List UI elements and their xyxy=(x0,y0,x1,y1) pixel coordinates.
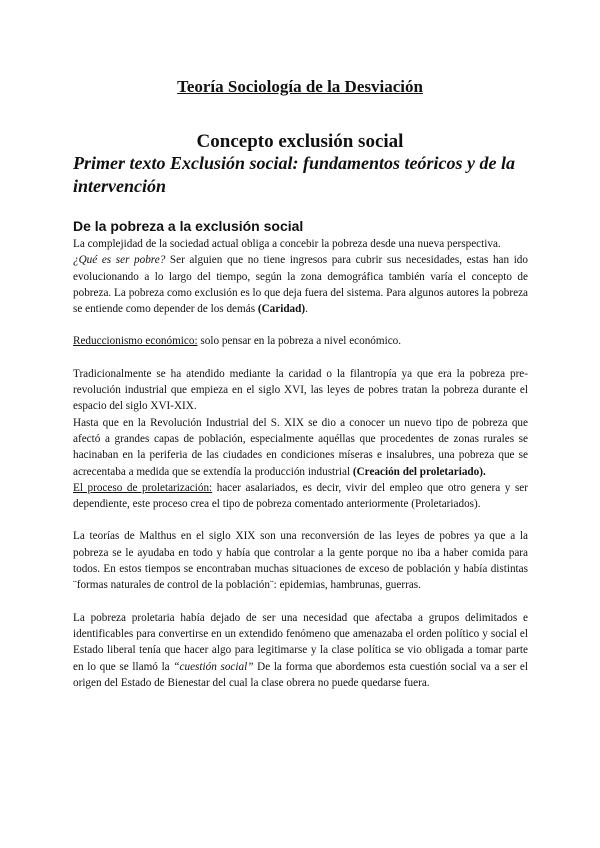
paragraph-traditional-charity: Tradicionalmente se ha atendido mediante la caridad o la filantropía ya que era la pobreza pre-revolución industrial que empieza en el siglo XVI, las leyes de pobres tratan la pobreza durante el espacio del siglo XVI-XIX. xyxy=(73,367,528,413)
document-body xyxy=(73,236,528,691)
paragraph-malthus: La teorías de Malthus en el siglo XIX son una reconversión de las leyes de pobres ya que a la pobreza se le ayudaba en todo y había que controlar a la gente porque no iba a haber comida para todos. En estos tiempos se encontraban muchas situaciones de exceso de población y había distintas ¨formas naturales de control de la población¨: epidemias, hambrunas, guerras. xyxy=(73,530,528,592)
charity-term: (Caridad) xyxy=(257,303,306,316)
concept-title: Concepto exclusión social xyxy=(196,131,404,152)
paragraph-what-is-poverty: ¿Qué es ser pobre? Ser alguien que no tiene ingresos para cubrir sus necesidades, estas han ido evolucionando a lo largo del tiempo, según la zona demográfica también varía el concepto de pobreza. La pobreza como exclusión es lo que deja fuera del sistema. Para algunos autores la pobreza se entiende como depender de los demás (Caridad). xyxy=(73,254,528,316)
document-subtitle: Primer texto Exclusión social: fundamentos teóricos y de la intervención xyxy=(73,153,515,196)
paragraph-economic-reductionism: Reduccionismo económico: solo pensar en la pobreza a nivel económico. xyxy=(73,335,402,348)
paragraph-social-question: La pobreza proletaria había dejado de ser una necesidad que afectaba a grupos delimitados e identificables para convertirse en un extendido fenómeno que amenazaba el orden político y social el Estado liberal tenía que hacer algo para legitimarse y la clase política se vio obligada a tomar parte en lo que se llamó la “cuestión social” De la forma que abordemos esta cuestión social va a ser el origen del Estado de Bienestar del cual la clase obrera no puede quedarse fuera. xyxy=(73,611,528,689)
social-question-term: “cuestión social” xyxy=(173,660,254,673)
poverty-definition: Ser alguien que no tiene ingresos para cubrir sus necesidades, estas han ido evolucionando a lo largo del tiempo, según la zona demográfica también varía el concepto de pobreza. La pobreza como exclusión es lo que deja fuera del sistema. Para algunos autores la pobreza se entiende como depender de los demás xyxy=(73,254,528,316)
poverty-question: ¿Qué es ser pobre? xyxy=(73,254,166,267)
section-heading: De la pobreza a la exclusión social xyxy=(73,218,304,234)
paragraph-proletarization: El proceso de proletarización: hacer asalariados, es decir, vivir del empleo que otro genera y ser dependiente, este proceso crea el tipo de pobreza comentado anteriormente (Proletariados). xyxy=(73,481,528,511)
document-title: Teoría Sociología de la Desviación xyxy=(177,77,423,96)
proletariat-term: (Creación del proletariado). xyxy=(352,465,486,478)
paragraph-industrial-revolution: Hasta que en la Revolución Industrial del S. XIX se dio a conocer un nuevo tipo de pobreza que afectó a grandes capas de población, especialmente aquéllas que procedentes de zonas rurales se hacinaban en la periferia de las ciudades en condiciones míseras e insalubres, una pobreza que se acrecentaba a medida que se extendía la producción industrial (Creación del proletariado). xyxy=(73,416,528,478)
paragraph-intro: La complejidad de la sociedad actual obliga a concebir la pobreza desde una nueva perspectiva. xyxy=(73,238,501,250)
proletarization-term: El proceso de proletarización: xyxy=(73,481,213,494)
economic-reductionism-term: Reduccionismo económico: xyxy=(73,335,198,348)
